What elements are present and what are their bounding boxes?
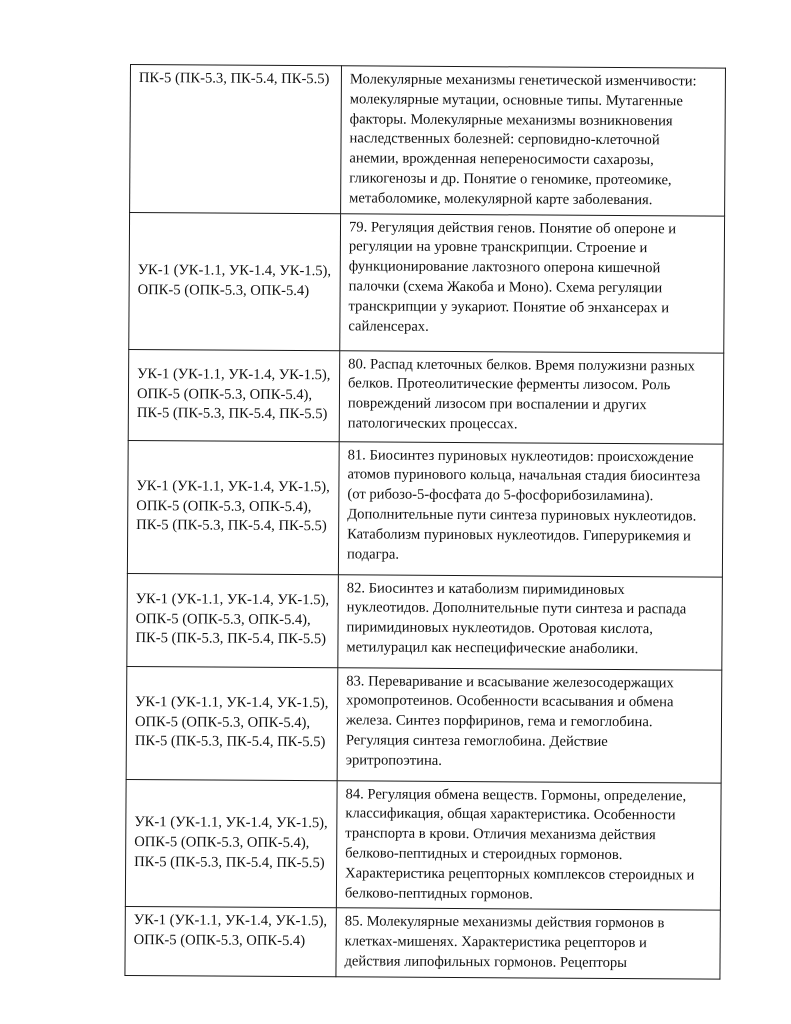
competency-code-line: УК-1 (УК-1.1, УК-1.4, УК-1.5), — [135, 693, 329, 712]
topic-text-line: хромопротеинов. Особенности всасывания и обмена — [346, 692, 674, 711]
competency-code-line: ПК-5 (ПК-5.3, ПК-5.4, ПК-5.5) — [135, 630, 327, 648]
topic-text-line: Характеристика рецепторных комплексов стероидных и — [345, 865, 695, 884]
topic-text-line: 81. Биосинтез пуриновых нуклеотидов: происхождение — [347, 446, 694, 466]
topic-content-cell — [338, 574, 723, 669]
topic-content-cell — [337, 667, 722, 782]
topic-content-cell — [339, 350, 724, 443]
topic-text-line: классификация, общая характеристика. Особенности — [345, 805, 676, 824]
topic-text-line: 83. Переваривание и всасывание железосодержащих — [346, 672, 674, 691]
topic-text-line: Дополнительные пути синтеза пуриновых нуклеотидов. — [347, 506, 697, 525]
table-row — [129, 212, 725, 353]
competency-codes-cell — [130, 65, 342, 214]
topic-text-line: Регуляция синтеза гемоглобина. Действие — [345, 732, 608, 750]
competency-code-line: УК-1 (УК-1.1, УК-1.4, УК-1.5), — [135, 590, 330, 609]
topic-text-line: сайленсерах. — [348, 317, 429, 335]
topic-text-line: 85. Молекулярные механизмы действия гормонов в — [344, 913, 665, 932]
table-row — [128, 349, 724, 444]
competency-code-line: ПК-5 (ПК-5.3, ПК-5.4, ПК-5.5) — [134, 853, 325, 872]
competency-code-line: ОПК-5 (ОПК-5.3, ОПК-5.4), — [134, 713, 311, 731]
topic-text-line: белково-пептидных гормонов. — [344, 884, 534, 903]
competency-code-line: ОПК-5 (ОПК-5.3, ОПК-5.4), — [136, 497, 312, 515]
topic-text-line: функционирование лактозного оперона кишечной — [348, 258, 661, 277]
topic-content-cell — [336, 908, 720, 979]
competency-codes-cell — [128, 349, 340, 441]
table-row — [126, 666, 722, 783]
topic-text-line: регуляции на уровне транскрипции. Строение и — [348, 238, 648, 257]
table-row — [125, 907, 720, 980]
topic-text-line: эритропоэтина. — [345, 752, 443, 769]
topic-text-line: метаболомике, молекулярной карте заболевания. — [349, 190, 653, 208]
topic-text-line: гликогенозы и др. Понятие о геномике, протеомике, — [349, 170, 672, 189]
competency-code-line: ОПК-5 (ОПК-5.3, ОПК-5.4), — [136, 385, 313, 403]
topic-text-line: повреждений лизосом при воспалении и других — [347, 395, 647, 414]
topic-text-line: белково-пептидных и стероидных гормонов. — [345, 845, 623, 863]
topic-text-line: Катаболизм пуриновых нуклеотидов. Гиперурикемия и — [347, 526, 691, 545]
competency-code-line: УК-1 (УК-1.1, УК-1.4, УК-1.5), — [134, 814, 328, 832]
competency-code-line: ПК-5 (ПК-5.3, ПК-5.4, ПК-5.5) — [136, 517, 327, 535]
topic-text-line: 80. Распад клеточных белков. Время полужизни разных — [348, 355, 696, 375]
topic-text-line: пиримидиновых нуклеотидов. Оротовая кислота, — [346, 619, 653, 638]
topic-text-line: (от рибозо-5-фосфата до 5-фосфорибозиламина). — [347, 486, 654, 505]
topic-text-line: молекулярные мутации, основные типы. Мутагенные — [349, 91, 683, 110]
competency-codes-cell — [127, 440, 339, 574]
topic-text-line: железа. Синтез порфиринов, гема и гемоглобина. — [345, 712, 653, 731]
topic-text-line: действия липофильных гормонов. Рецепторы — [344, 953, 628, 972]
topic-text-line: 82. Биосинтез и катаболизм пиримидиновых — [346, 579, 625, 598]
topic-text-line: патологических процессах. — [347, 415, 518, 433]
topic-content-cell — [338, 441, 723, 576]
competency-codes-cell — [129, 212, 341, 350]
topic-text-line: анемии, врожденная непереносимости сахарозы, — [349, 150, 654, 169]
topic-text-line: метилурацил как неспецифические анаболики. — [346, 639, 639, 658]
topic-text-line: 79. Регуляция действия генов. Понятие об опероне и — [348, 218, 677, 237]
topic-content-cell — [341, 66, 726, 216]
topic-text-line: атомов пуринового кольца, начальная стадия биосинтеза — [347, 466, 701, 485]
competency-codes-cell — [125, 779, 337, 908]
competency-code-line: ПК-5 (ПК-5.3, ПК-5.4, ПК-5.5) — [136, 405, 328, 423]
topic-text-line: палочки (схема Жакоба и Моно). Схема регуляции — [348, 278, 663, 297]
table-row — [125, 779, 721, 910]
topic-content-cell — [340, 213, 725, 352]
competency-code-line: ОПК-5 (ОПК-5.3, ОПК-5.4) — [137, 281, 310, 299]
topic-text-line: белков. Протеолитические ферменты лизосом. Роль — [348, 375, 671, 394]
topic-text-line: нуклеотидов. Дополнительные пути синтеза и распада — [346, 599, 687, 618]
topic-text-line: подагра. — [346, 545, 400, 563]
topic-text-line: Молекулярные механизмы генетической изменчивости: — [349, 71, 697, 90]
competency-code-line: УК-1 (УК-1.1, УК-1.4, УК-1.5), — [133, 912, 328, 930]
table-row — [127, 440, 723, 577]
competency-topics-table — [124, 64, 726, 980]
topic-text-line: клетках-мишенях. Характеристика рецепторов и — [344, 933, 647, 952]
topic-text-line: транспорта в крови. Отличия механизма действия — [345, 825, 656, 844]
topic-text-line: транскрипции у эукариот. Понятие об энхансерах и — [348, 298, 670, 317]
competency-codes-cell — [127, 573, 339, 667]
competency-code-line: УК-1 (УК-1.1, УК-1.4, УК-1.5), — [136, 477, 330, 496]
competency-codes-cell — [125, 907, 336, 977]
table-row — [127, 573, 723, 670]
competency-code-line: ПК-5 (ПК-5.3, ПК-5.4, ПК-5.5) — [138, 70, 330, 88]
competency-code-line: ПК-5 (ПК-5.3, ПК-5.4, ПК-5.5) — [134, 733, 326, 751]
topic-content-cell — [336, 780, 721, 910]
topic-text-line: 84. Регуляция обмена веществ. Гормоны, определение, — [345, 785, 687, 804]
table-row — [130, 65, 726, 216]
competency-codes-cell — [126, 666, 338, 780]
competency-code-line: УК-1 (УК-1.1, УК-1.4, УК-1.5), — [137, 261, 332, 280]
competency-code-line: ОПК-5 (ОПК-5.3, ОПК-5.4), — [134, 834, 310, 852]
competency-code-line: ОПК-5 (ОПК-5.3, ОПК-5.4) — [133, 932, 306, 950]
competency-code-line: УК-1 (УК-1.1, УК-1.4, УК-1.5), — [137, 365, 331, 384]
topic-text-line: факторы. Молекулярные механизмы возникновения — [349, 110, 673, 129]
topic-text-line: наследственных болезней: серповидно-клеточной — [349, 130, 660, 149]
competency-code-line: ОПК-5 (ОПК-5.3, ОПК-5.4), — [135, 610, 311, 628]
